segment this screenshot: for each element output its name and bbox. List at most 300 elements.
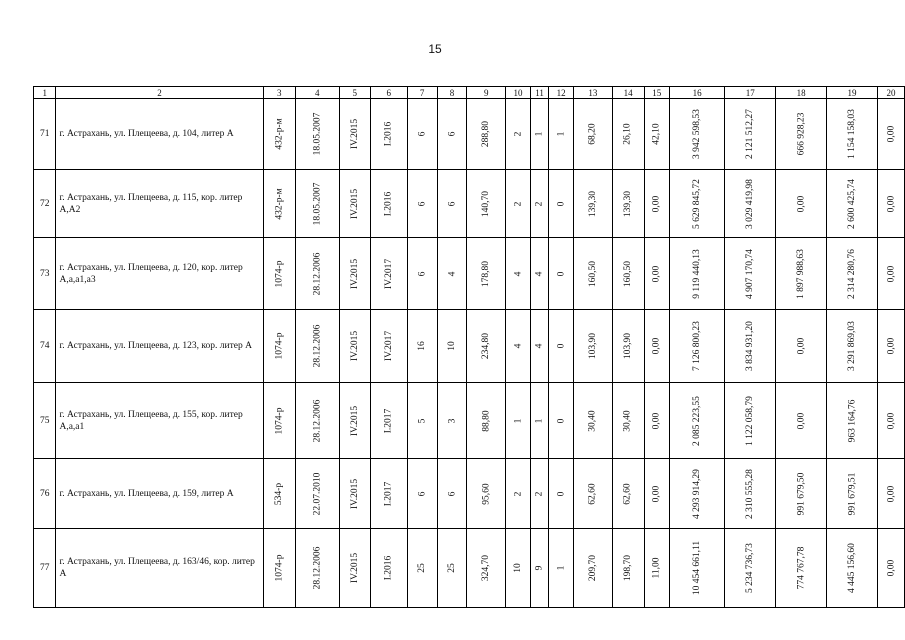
start-period: IV.2015 [349,188,360,219]
col-10-value: 10 [513,563,524,573]
col-19-value: 963 164,76 [846,399,857,442]
address-cell [56,459,263,529]
col-19-value-cell [827,99,878,170]
col-19-value-cell [827,310,878,383]
col-10-value-cell [506,238,531,310]
start-period-cell [339,529,370,608]
col-15-value: 0,00 [651,337,662,355]
address-cell [56,383,263,459]
col-7-value-cell [407,238,437,310]
col-20-value: 0,00 [885,265,896,282]
col-11-value: 2 [534,201,545,206]
col-15-value-cell [644,170,669,238]
col-16-value: 3 942 598,53 [692,109,703,159]
col-15-value-cell [644,310,669,383]
decree-date-cell [295,529,339,608]
column-header: 17 [725,87,776,99]
col-7-value-cell [407,310,437,383]
decree-date: 18.05.2007 [312,182,323,225]
col-17-value-cell [725,310,776,383]
end-period: IV.2017 [383,330,394,362]
decree-date-cell [295,99,339,170]
col-19-value: 1 154 158,03 [846,109,857,159]
col-14-value-cell [612,99,644,170]
column-header: 3 [263,87,295,99]
col-11-value-cell [531,383,549,459]
decree-number-cell [263,529,295,608]
start-period: IV.2015 [349,405,360,436]
col-14-value-cell [612,459,644,529]
col-14-value: 198,70 [623,554,634,582]
page-number: 15 [428,42,442,56]
row-number-cell [34,170,56,238]
address: г. Астрахань, ул. Плещеева, д. 104, литер А [59,129,234,139]
col-16-value-cell [669,310,724,383]
header-row [34,87,905,99]
col-16-value: 5 629 845,72 [692,178,703,229]
col-13-value: 68,20 [587,123,598,145]
col-13-value-cell [574,238,613,310]
end-period-cell [370,529,407,608]
column-header: 14 [612,87,644,99]
row-number: 77 [39,563,50,573]
decree-number-cell [263,238,295,310]
col-17-value: 4 907 170,74 [745,248,756,299]
row-number-cell [34,459,56,529]
table-row [34,310,905,383]
decree-number-cell [263,383,295,459]
start-period: IV.2015 [349,258,360,289]
col-20-value-cell [877,529,904,608]
row-number: 75 [39,415,50,426]
col-9-value-cell [467,459,506,529]
row-number-cell [34,529,56,608]
col-12-value-cell [549,238,574,310]
col-14-value: 103,90 [623,332,634,360]
end-period: I.2016 [383,121,394,147]
address: г. Астрахань, ул. Плещеева, д. 120, кор. литер А,а,а1,а3 [59,262,243,285]
col-12-value-cell [549,99,574,170]
col-7-value-cell [407,99,437,170]
address: г. Астрахань, ул. Плещеева, д. 115, кор. литер А,А2 [59,192,243,215]
col-13-value-cell [574,170,613,238]
col-18-value: 0,00 [796,412,807,429]
decree-number-cell [263,170,295,238]
decree-date: 28.12.2006 [312,546,323,590]
table-row [34,238,905,310]
col-10-value-cell [506,170,531,238]
decree-date: 18.05.2007 [312,112,323,156]
col-10-value: 2 [513,491,524,496]
col-20-value-cell [877,383,904,459]
column-header: 9 [467,87,506,99]
col-10-value-cell [506,529,531,608]
col-7-value: 6 [417,201,428,206]
decree-date-cell [295,238,339,310]
column-header: 19 [827,87,878,99]
end-period-cell [370,310,407,383]
col-18-value-cell [776,238,827,310]
column-header: 5 [339,87,370,99]
col-20-value: 0,00 [885,559,896,577]
col-7-value-cell [407,459,437,529]
col-20-value: 0,00 [885,195,896,212]
decree-number: 1074-р [274,407,285,434]
start-period-cell [339,238,370,310]
col-17-value: 2 310 555,28 [745,468,756,519]
col-14-value-cell [612,383,644,459]
col-18-value-cell [776,170,827,238]
start-period-cell [339,170,370,238]
decree-number-cell [263,459,295,529]
decree-date-cell [295,170,339,238]
row-number: 73 [39,268,50,279]
decree-number-cell [263,99,295,170]
col-8-value-cell [437,238,467,310]
col-13-value-cell [574,310,613,383]
col-11-value: 1 [534,131,545,137]
col-8-value: 6 [447,201,458,206]
column-header: 11 [531,87,549,99]
table-row [34,383,905,459]
col-18-value: 991 679,50 [796,472,807,515]
col-20-value-cell [877,310,904,383]
column-header: 10 [506,87,531,99]
col-17-value-cell [725,99,776,170]
col-15-value-cell [644,238,669,310]
col-7-value-cell [407,170,437,238]
col-13-value-cell [574,99,613,170]
col-11-value-cell [531,310,549,383]
col-9-value: 288,80 [481,120,492,148]
address-cell [56,310,263,383]
col-13-value-cell [574,529,613,608]
col-8-value-cell [437,310,467,383]
col-18-value: 0,00 [796,337,807,355]
col-10-value: 4 [513,271,524,276]
col-12-value: 1 [556,131,567,137]
col-10-value: 4 [513,343,524,349]
column-header: 15 [644,87,669,99]
col-11-value-cell [531,238,549,310]
col-11-value: 2 [534,491,545,496]
col-12-value-cell [549,170,574,238]
column-header: 20 [877,87,904,99]
col-8-value: 10 [447,341,458,351]
row-number-cell [34,238,56,310]
col-8-value: 4 [447,271,458,276]
column-header: 1 [34,87,56,99]
col-14-value-cell [612,238,644,310]
col-19-value-cell [827,383,878,459]
col-17-value: 1 122 058,79 [745,395,756,446]
table-row [34,459,905,529]
decree-date: 22.07.2010 [312,472,323,515]
start-period: IV.2015 [349,552,360,584]
col-8-value: 6 [447,131,458,137]
col-9-value-cell [467,383,506,459]
col-14-value: 160,50 [623,260,634,287]
col-10-value-cell [506,383,531,459]
address: г. Астрахань, ул. Плещеева, д. 163/46, кор. литер А [59,557,255,579]
col-18-value-cell [776,99,827,170]
col-17-value: 3 834 931,20 [745,321,756,371]
col-8-value-cell [437,99,467,170]
decree-number: 432-р-м [274,187,285,220]
column-header: 4 [295,87,339,99]
col-15-value: 0,00 [651,195,662,212]
col-18-value: 774 767,78 [796,546,807,590]
col-18-value-cell [776,383,827,459]
address-cell [56,170,263,238]
start-period-cell [339,459,370,529]
col-8-value: 6 [447,491,458,496]
row-number-cell [34,310,56,383]
table-row [34,170,905,238]
decree-date-cell [295,383,339,459]
column-header: 13 [574,87,613,99]
col-17-value: 5 234 736,73 [745,543,756,593]
row-number: 74 [39,341,50,351]
col-9-value: 95,60 [481,482,492,505]
col-19-value-cell [827,170,878,238]
col-14-value: 139,30 [623,190,634,217]
col-7-value: 25 [417,563,428,573]
col-7-value: 6 [417,491,428,496]
table-row [34,99,905,170]
col-12-value-cell [549,310,574,383]
col-20-value-cell [877,99,904,170]
col-15-value-cell [644,529,669,608]
col-16-value: 7 126 800,23 [692,321,703,371]
col-13-value-cell [574,383,613,459]
col-9-value-cell [467,310,506,383]
col-12-value: 0 [556,271,567,276]
col-16-value-cell [669,99,724,170]
col-12-value-cell [549,383,574,459]
col-10-value-cell [506,310,531,383]
end-period: I.2016 [383,555,394,581]
col-11-value: 1 [534,418,545,423]
col-17-value: 3 029 419,98 [745,178,756,229]
col-8-value: 3 [447,418,458,423]
col-19-value: 2 600 425,74 [846,178,857,229]
col-13-value-cell [574,459,613,529]
column-header: 16 [669,87,724,99]
col-13-value: 209,70 [587,554,598,582]
col-10-value: 2 [513,131,524,137]
col-17-value-cell [725,170,776,238]
col-13-value: 160,50 [587,260,598,287]
col-20-value: 0,00 [885,337,896,355]
col-12-value: 0 [556,418,567,423]
col-7-value-cell [407,383,437,459]
col-15-value: 0,00 [651,485,662,502]
col-9-value: 324,70 [481,554,492,582]
end-period-cell [370,99,407,170]
col-20-value: 0,00 [885,412,896,429]
col-7-value: 6 [417,271,428,276]
column-header: 8 [437,87,467,99]
col-18-value-cell [776,459,827,529]
column-header: 6 [370,87,407,99]
end-period: I.2017 [383,408,394,433]
col-16-value-cell [669,383,724,459]
col-15-value-cell [644,383,669,459]
col-7-value: 16 [417,341,428,351]
col-12-value-cell [549,459,574,529]
col-7-value: 6 [417,131,428,137]
decree-number: 1074-р [274,332,285,360]
end-period-cell [370,170,407,238]
address: г. Астрахань, ул. Плещеева, д. 155, кор. литер А,а,а1 [59,409,243,432]
col-17-value-cell [725,383,776,459]
decree-number: 1074-р [274,260,285,287]
start-period: IV.2015 [349,118,360,150]
col-19-value: 991 679,51 [846,472,857,515]
col-19-value-cell [827,529,878,608]
col-9-value: 88,80 [481,409,492,432]
col-20-value-cell [877,459,904,529]
decree-date-cell [295,459,339,529]
col-12-value: 1 [556,565,567,571]
col-9-value: 234,80 [481,332,492,360]
col-16-value-cell [669,459,724,529]
col-9-value: 140,70 [481,190,492,217]
col-17-value-cell [725,238,776,310]
table-row [34,529,905,608]
col-13-value: 139,30 [587,190,598,217]
start-period: IV.2015 [349,330,360,362]
col-17-value-cell [725,529,776,608]
col-9-value-cell [467,529,506,608]
col-13-value: 30,40 [587,409,598,432]
col-11-value-cell [531,170,549,238]
col-7-value-cell [407,529,437,608]
col-14-value: 26,10 [623,123,634,145]
data-table [33,86,905,608]
col-16-value: 10 454 661,11 [692,540,703,596]
col-13-value: 62,60 [587,482,598,505]
col-10-value-cell [506,99,531,170]
col-12-value-cell [549,529,574,608]
col-20-value: 0,00 [885,125,896,143]
col-8-value-cell [437,529,467,608]
end-period: IV.2017 [383,258,394,289]
col-14-value: 62,60 [623,482,634,505]
col-20-value-cell [877,238,904,310]
col-14-value-cell [612,529,644,608]
end-period-cell [370,459,407,529]
col-15-value: 11,00 [651,557,662,579]
start-period-cell [339,310,370,383]
col-16-value: 9 119 440,13 [692,248,703,299]
end-period: I.2016 [383,191,394,216]
col-12-value: 0 [556,491,567,496]
decree-date-cell [295,310,339,383]
col-8-value-cell [437,459,467,529]
end-period-cell [370,238,407,310]
column-header: 7 [407,87,437,99]
col-10-value: 1 [513,418,524,423]
col-16-value: 2 085 223,55 [692,395,703,446]
column-header: 2 [56,87,263,99]
decree-date: 28.12.2006 [312,324,323,368]
column-header: 18 [776,87,827,99]
col-11-value: 4 [534,343,545,349]
row-number: 71 [39,129,50,139]
col-18-value: 666 928,23 [796,112,807,156]
col-9-value-cell [467,170,506,238]
col-19-value-cell [827,459,878,529]
col-19-value-cell [827,238,878,310]
col-13-value: 103,90 [587,332,598,360]
col-15-value-cell [644,459,669,529]
col-16-value: 4 293 914,29 [692,468,703,519]
decree-date: 28.12.2006 [312,252,323,295]
col-14-value: 30,40 [623,409,634,432]
col-18-value: 1 897 988,63 [796,248,807,299]
col-19-value: 2 314 280,76 [846,248,857,299]
col-10-value: 2 [513,201,524,206]
start-period: IV.2015 [349,478,360,509]
col-8-value-cell [437,170,467,238]
decree-number-cell [263,310,295,383]
col-7-value: 5 [417,418,428,423]
end-period: I.2017 [383,481,394,506]
col-15-value: 0,00 [651,412,662,429]
col-16-value-cell [669,529,724,608]
col-20-value-cell [877,170,904,238]
column-header: 12 [549,87,574,99]
address: г. Астрахань, ул. Плещеева, д. 159, литер А [59,488,234,499]
col-9-value: 178,80 [481,260,492,287]
col-12-value: 0 [556,201,567,206]
col-16-value-cell [669,170,724,238]
decree-number: 432-р-м [274,118,285,150]
col-14-value-cell [612,310,644,383]
start-period-cell [339,99,370,170]
address-cell [56,238,263,310]
col-14-value-cell [612,170,644,238]
col-11-value: 4 [534,271,545,276]
col-9-value-cell [467,99,506,170]
col-18-value: 0,00 [796,195,807,212]
row-number-cell [34,383,56,459]
end-period-cell [370,383,407,459]
col-9-value-cell [467,238,506,310]
col-11-value: 9 [534,565,545,571]
col-16-value-cell [669,238,724,310]
col-11-value-cell [531,99,549,170]
col-17-value: 2 121 512,27 [745,109,756,159]
col-20-value: 0,00 [885,485,896,502]
col-19-value: 3 291 869,03 [846,321,857,371]
decree-number: 534-р [274,482,285,505]
address-cell [56,529,263,608]
col-10-value-cell [506,459,531,529]
decree-number: 1074-р [274,554,285,582]
col-15-value: 42,10 [651,123,662,145]
col-8-value-cell [437,383,467,459]
col-17-value-cell [725,459,776,529]
col-12-value: 0 [556,343,567,349]
address: г. Астрахань, ул. Плещеева, д. 123, кор. литер А [59,341,252,351]
row-number: 76 [39,488,50,499]
col-15-value: 0,00 [651,265,662,282]
start-period-cell [339,383,370,459]
row-number: 72 [39,198,50,209]
